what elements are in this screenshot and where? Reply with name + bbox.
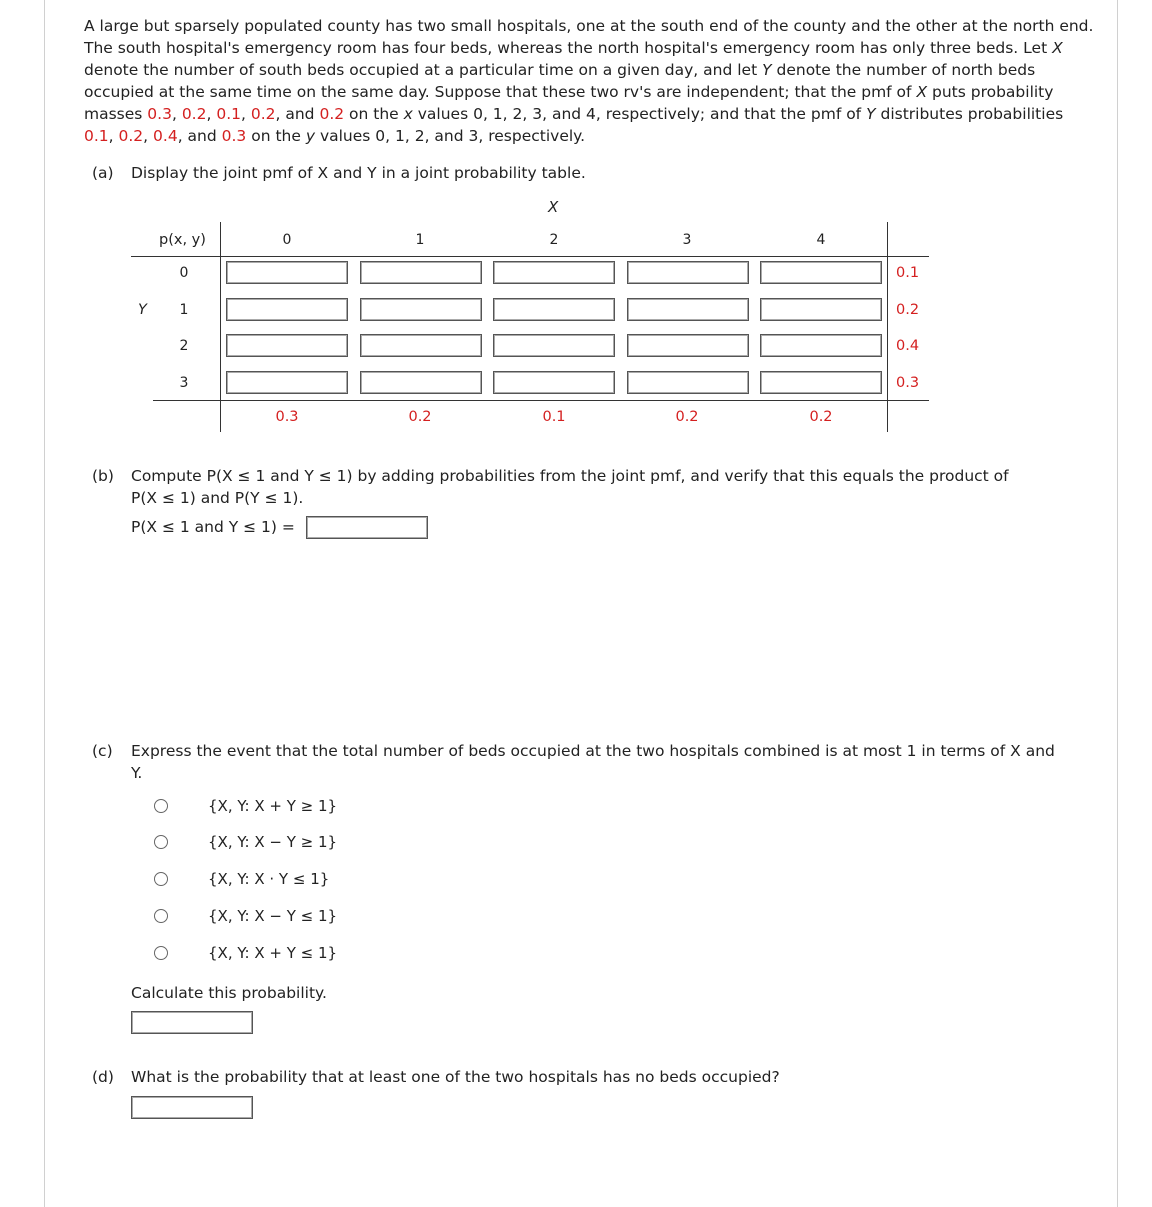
part-d-answer-input[interactable] [131,1096,253,1119]
intro-text-3: denote the number of north beds occupied at the same time on the same day. Suppose that these two rv's are independent; that the pmf of [84,61,1036,101]
part-c-answer-input[interactable] [131,1011,253,1034]
part-c-text-line2: Y. [131,764,143,782]
var-x: X [916,83,928,101]
joint-pmf-input[interactable] [360,298,482,321]
part-b-answer-label: P(X ≤ 1 and Y ≤ 1) = [131,518,295,536]
part-d-text: What is the probability that at least one of the two hospitals has no beds occupied? [131,1068,780,1086]
var-y: Y [762,61,772,79]
py-value: 0.2 [118,127,144,145]
joint-pmf-input[interactable] [226,261,348,284]
part-b-text-line2: P(X ≤ 1) and P(Y ≤ 1). [131,489,304,507]
row-margin-value: 0.1 [896,265,920,281]
option-label[interactable]: {X, Y: X − Y ≤ 1} [208,907,338,925]
joint-pmf-input[interactable] [627,261,749,284]
table-bottom-rule [153,400,929,401]
x-value-header: 4 [816,232,826,248]
y-axis-label: Y [138,302,147,318]
option-label[interactable]: {X, Y: X + Y ≤ 1} [208,944,338,962]
joint-pmf-input[interactable] [493,298,615,321]
px-value: 0.2 [181,105,207,123]
py-value: 0.4 [153,127,178,145]
option-label[interactable]: {X, Y: X · Y ≤ 1} [208,870,330,888]
option-radio[interactable] [154,872,168,886]
part-a-text: Display the joint pmf of X and Y in a joint probability table. [131,164,586,182]
joint-pmf-input[interactable] [760,371,882,394]
part-b-text-line1: Compute P(X ≤ 1 and Y ≤ 1) by adding probabilities from the joint pmf, and verify that this equals the product of [131,467,1009,485]
intro-text-9: values 0, 1, 2, and 3, respectively. [315,127,586,145]
x-value-header: 3 [682,232,692,248]
x-value-header: 2 [549,232,559,248]
x-axis-label: X [548,198,559,216]
px-value: 0.1 [216,105,241,123]
col-margin-value: 0.2 [675,409,699,425]
table-top-rule [131,256,929,257]
joint-pmf-input[interactable] [493,334,615,357]
row-margin-value: 0.3 [896,375,920,391]
joint-pmf-input[interactable] [226,371,348,394]
part-b-label: (b) [92,467,114,485]
problem-statement: A large but sparsely populated county has two small hospitals, one at the south end of the county and the other at the north end. The south hospital's emergency room has four beds, whereas the north hospital's emergency room has only three beds. Let X denote the number of south beds occupied at a particular time on a given day, and let Y denote the number of north beds occupied at the same time on the same day. Suppose that these two rv's are independent; that the pmf of X puts probability masses 0.3, 0.2, 0.1, 0.2, and 0.2 on the x values 0, 1, 2, 3, and 4, respectively; and that the pmf of Y distributes probabilities 0.1, 0.2, 0.4, and 0.3 on the y values 0, 1, 2, and 3, respectively. [84,17,1094,145]
y-value-header: 0 [179,265,189,281]
joint-pmf-input[interactable] [493,261,615,284]
option-radio[interactable] [154,946,168,960]
joint-pmf-input[interactable] [493,371,615,394]
px-value: 0.2 [319,105,345,123]
x-value-header: 1 [415,232,425,248]
joint-pmf-input[interactable] [760,298,882,321]
table-corner-label: p(x, y) [159,232,206,248]
joint-pmf-input[interactable] [760,334,882,357]
joint-pmf-input[interactable] [627,334,749,357]
joint-pmf-input[interactable] [226,298,348,321]
part-a-label: (a) [92,164,114,182]
joint-pmf-input[interactable] [360,334,482,357]
part-c-text-line1: Express the event that the total number of beds occupied at the two hospitals combined is at most 1 in terms of X and [131,742,1055,760]
col-margin-value: 0.2 [408,409,432,425]
option-radio[interactable] [154,835,168,849]
option-radio[interactable] [154,909,168,923]
option-label[interactable]: {X, Y: X + Y ≥ 1} [208,797,338,815]
part-c-label: (c) [92,742,113,760]
intro-text-4: puts probability masses [84,83,1054,123]
joint-pmf-input[interactable] [627,371,749,394]
part-d-label: (d) [92,1068,114,1086]
joint-pmf-input[interactable] [760,261,882,284]
px-value: 0.3 [147,105,172,123]
y-value-header: 2 [179,338,189,354]
y-value-header: 3 [179,375,189,391]
var-y: Y [866,105,876,123]
row-margin-value: 0.4 [896,338,920,354]
intro-text-2: denote the number of south beds occupied at a particular time on a given day, and let [84,61,763,79]
col-margin-value: 0.1 [542,409,566,425]
x-value-header: 0 [282,232,292,248]
py-value: 0.1 [84,127,109,145]
option-label[interactable]: {X, Y: X − Y ≥ 1} [208,833,338,851]
joint-pmf-input[interactable] [360,261,482,284]
px-value: 0.2 [250,105,276,123]
row-margin-value: 0.2 [896,302,920,318]
joint-pmf-input[interactable] [360,371,482,394]
part-b-answer-input[interactable] [306,516,428,539]
intro-text-6: values 0, 1, 2, 3, and 4, respectively; and that the pmf of [412,105,867,123]
col-margin-value: 0.3 [275,409,299,425]
calc-probability-label: Calculate this probability. [131,984,327,1002]
joint-pmf-input[interactable] [226,334,348,357]
y-value-header: 1 [179,302,189,318]
col-margin-value: 0.2 [809,409,833,425]
intro-text-1: A large but sparsely populated county has two small hospitals, one at the south end of the county and the other at the north end. The south hospital's emergency room has four beds, whereas the north hospital's emergency room has only three beds. Let [84,17,1094,57]
joint-pmf-input[interactable] [627,298,749,321]
option-radio[interactable] [154,799,168,813]
var-x: X [1052,39,1063,57]
py-value: 0.3 [221,127,247,145]
